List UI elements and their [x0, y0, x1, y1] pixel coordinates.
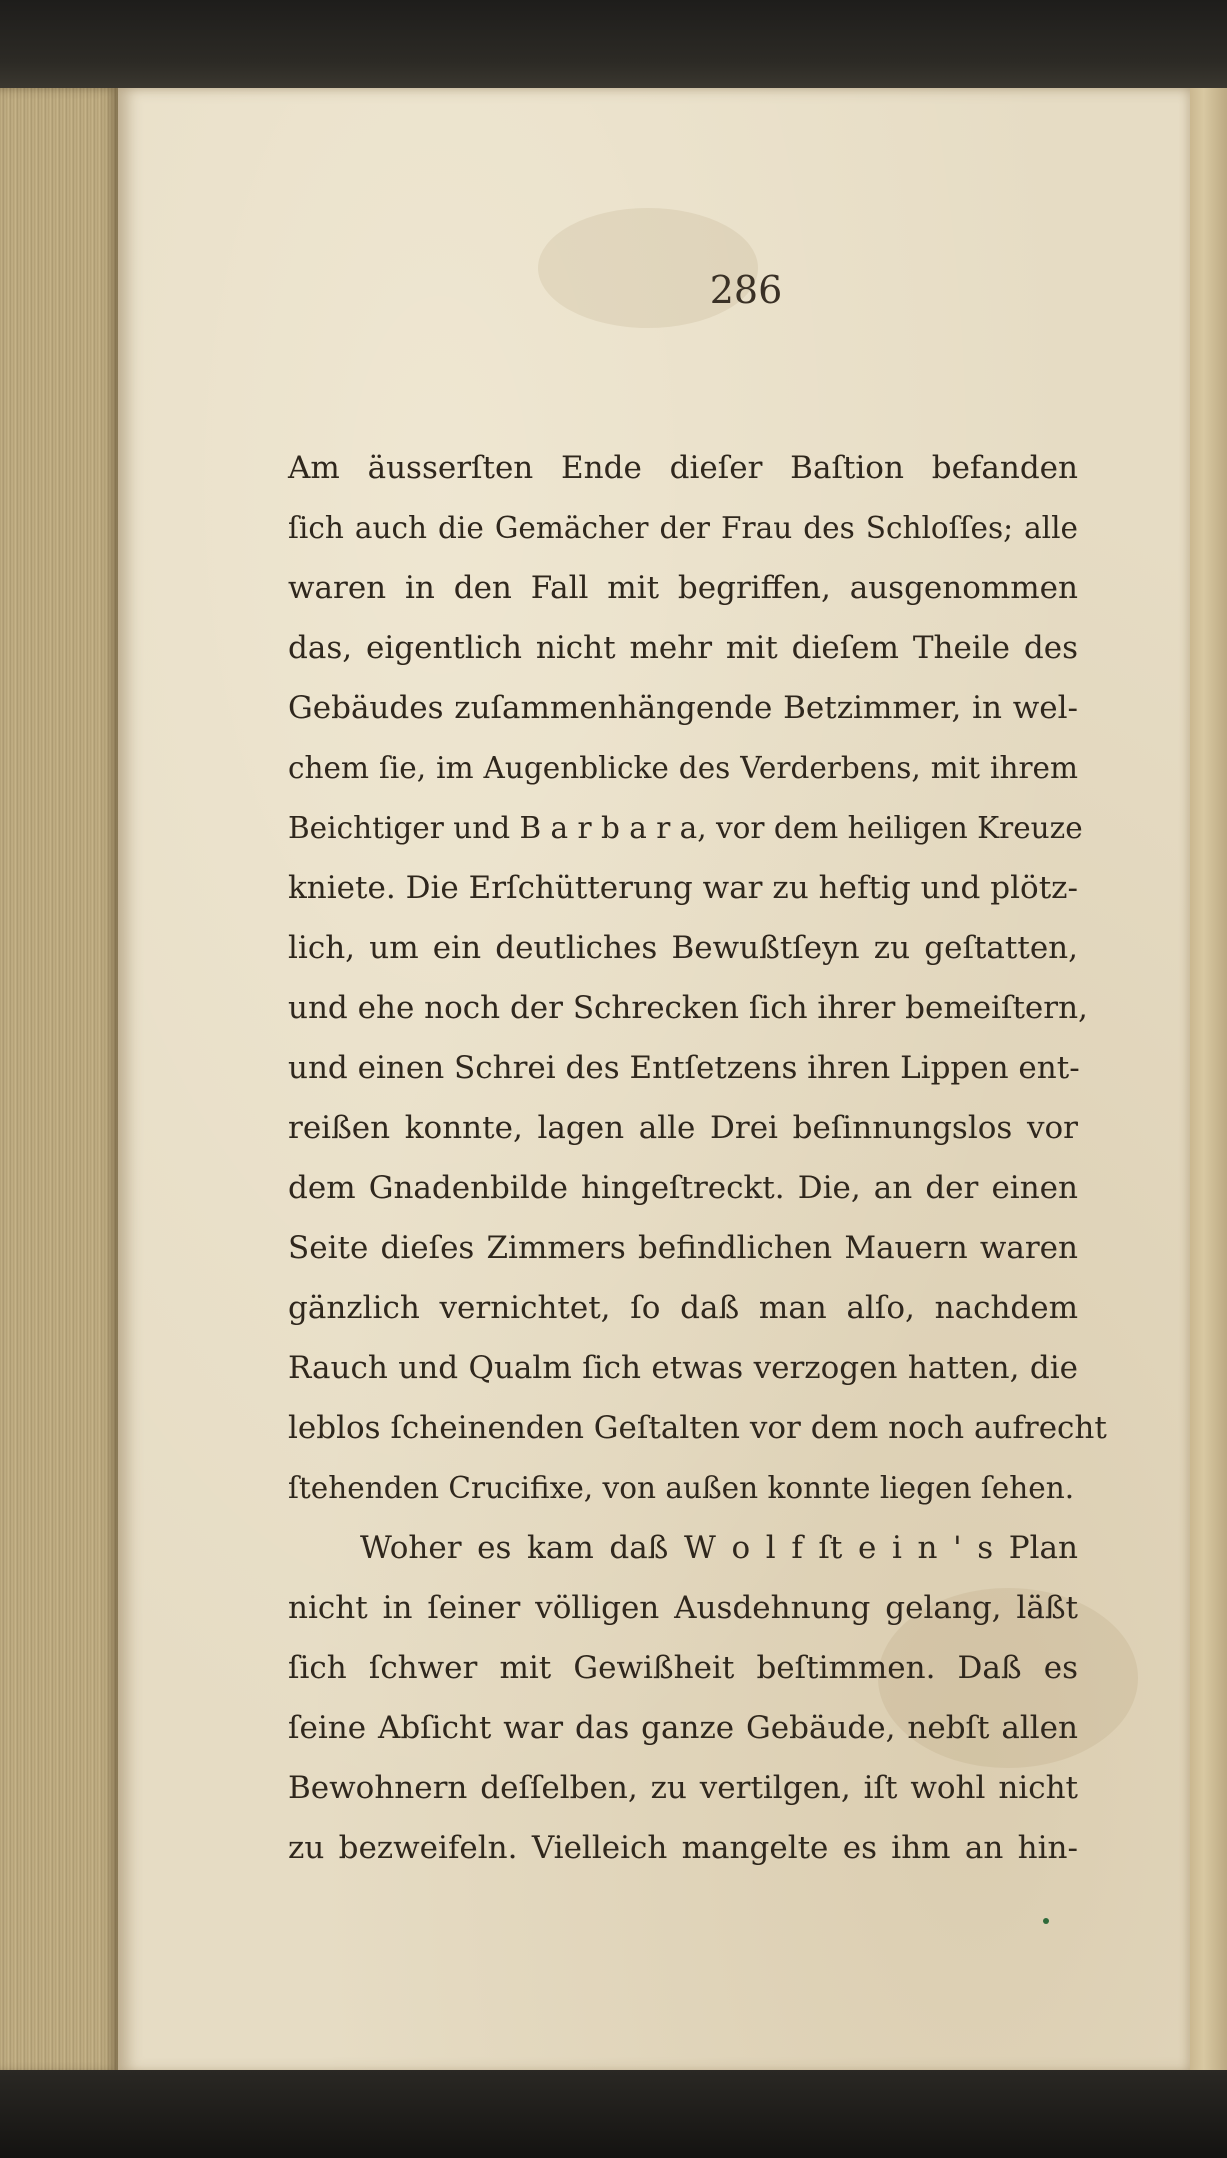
text-line: Am äusserſten Ende dieſer Baſtion befanden	[288, 450, 1078, 486]
text-line: ſeine Abſicht war das ganze Gebäude, nebſt allen	[288, 1710, 1078, 1746]
text-line: lich, um ein deutliches Bewußtſeyn zu geſtatten,	[288, 930, 1078, 966]
text-line: gänzlich vernichtet, ſo daß man alſo, nachdem	[288, 1290, 1078, 1326]
text-line: ſich auch die Gemächer der Frau des Schloſſes; alle	[288, 511, 1078, 545]
text-line: Beichtiger und B a r b a r a, vor dem heiligen Kreuze	[288, 811, 1083, 845]
ink-speck	[1043, 1918, 1049, 1924]
text-line: das, eigentlich nicht mehr mit dieſem Theile des	[288, 630, 1078, 666]
text-line: dem Gnadenbilde hingeſtreckt. Die, an der einen	[288, 1170, 1078, 1206]
text-line: und einen Schrei des Entſetzens ihren Lippen ent-	[288, 1050, 1080, 1086]
text-line: und ehe noch der Schrecken ſich ihrer bemeiſtern,	[288, 990, 1088, 1026]
book-right-edge	[1188, 88, 1227, 2073]
text-line: leblos ſcheinenden Geſtalten vor dem noch aufrecht	[288, 1410, 1107, 1446]
text-line: waren in den Fall mit begriffen, ausgenommen	[288, 570, 1078, 606]
text-line: reißen konnte, lagen alle Drei beſinnungslos vor	[288, 1110, 1078, 1146]
scanner-background-top	[0, 0, 1227, 88]
text-line: nicht in ſeiner völligen Ausdehnung gelang, läßt	[288, 1590, 1078, 1626]
text-line: zu bezweifeln. Vielleich mangelte es ihm an hin-	[288, 1830, 1078, 1866]
paper-page	[118, 88, 1190, 2073]
text-line: Gebäudes zuſammenhängende Betzimmer, in wel-	[288, 690, 1078, 726]
text-line: chem ſie, im Augenblicke des Verderbens, mit ihrem	[288, 751, 1078, 785]
text-line: Woher es kam daß W o l f ſt e i n ' s Plan	[360, 1530, 1078, 1566]
text-line: kniete. Die Erſchütterung war zu heftig und plötz-	[288, 870, 1078, 906]
text-line: Seite dieſes Zimmers befindlichen Mauern waren	[288, 1230, 1078, 1266]
text-line: Bewohnern deſſelben, zu vertilgen, iſt wohl nicht	[288, 1770, 1078, 1806]
text-line: ſtehenden Crucifixe, von außen konnte liegen ſehen.	[288, 1471, 1075, 1505]
page-number: 286	[709, 268, 783, 312]
text-line: Rauch und Qualm ſich etwas verzogen hatten, die	[288, 1350, 1078, 1386]
text-line: ſich ſchwer mit Gewißheit beſtimmen. Daß es	[288, 1650, 1078, 1686]
scanner-background-bottom	[0, 2070, 1227, 2158]
book-page-edges	[0, 88, 118, 2073]
